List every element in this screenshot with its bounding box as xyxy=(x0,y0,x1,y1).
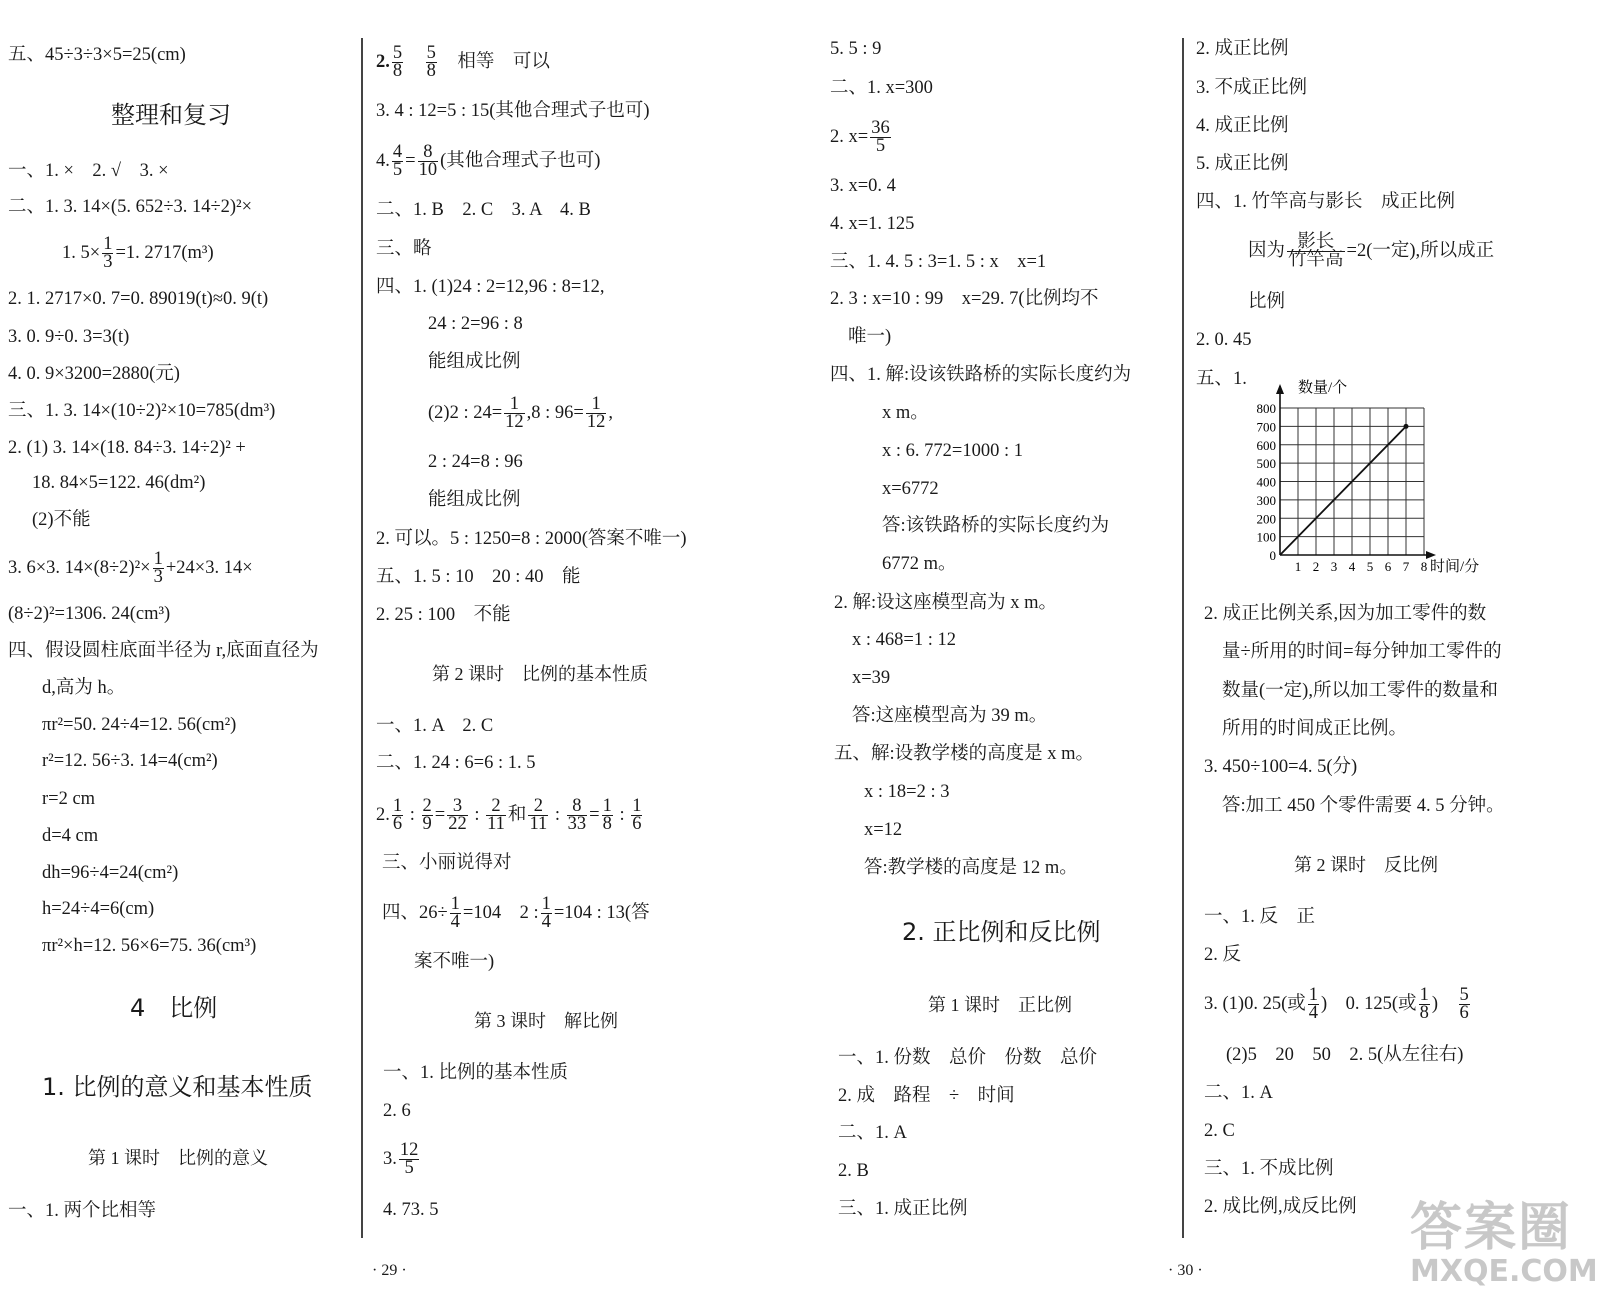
text-line: 三、1. 4. 5 : 3=1. 5 : x x=1 xyxy=(830,252,1047,272)
y-tick-label: 500 xyxy=(1256,456,1276,472)
fraction: $\frac{2}{9}$ xyxy=(422,796,432,835)
fraction: $\frac{1}{3}$ xyxy=(103,234,113,273)
text-line: 三、1. 成正比例 xyxy=(838,1199,968,1219)
fraction: $\frac{8}{33}$ xyxy=(567,796,587,835)
text-line: 4. $\frac{4}{5}$ = $\frac{8}{10}$ (其他合理式子也可) xyxy=(376,142,601,181)
text-line: 2. 成正比例 xyxy=(1196,39,1289,59)
fraction: $\frac{5}{6}$ xyxy=(1459,985,1469,1024)
text-line: 答:该铁路桥的实际长度约为 xyxy=(882,516,1110,536)
text-line: 2. $\frac{1}{6}$ : $\frac{2}{9}$ = $\frac{3}{22}$ : $\frac{2}{11}$ 和 $\frac{2}{11}$ : $\frac{8}{33}$ = $\frac{1}{8}$ : $\frac{1}{6}$ xyxy=(376,796,642,835)
text-line: 四、假设圆柱底面半径为 r,底面直径为 xyxy=(8,641,319,661)
text-line: πr²×h=12. 56×6=75. 36(cm³) xyxy=(42,936,257,956)
x-axis-label: 时间/分 xyxy=(1430,559,1480,575)
text-line: 五、45÷3÷3×5=25(cm) xyxy=(8,45,186,65)
watermark-logo xyxy=(1410,1198,1598,1300)
fraction: $\frac{36}{5}$ xyxy=(871,118,890,157)
fraction: $\frac{1}{6}$ xyxy=(632,796,642,835)
text-line: 答:教学楼的高度是 12 m。 xyxy=(864,858,1078,878)
text-line: r=2 cm xyxy=(42,789,96,809)
text-line: 4. 73. 5 xyxy=(383,1200,439,1220)
text-line: 答:加工 450 个零件需要 4. 5 分钟。 xyxy=(1222,796,1505,816)
fraction: $\frac{1}{6}$ xyxy=(392,796,403,835)
text-line: 18. 84×5=122. 46(dm²) xyxy=(32,473,206,493)
text-line: (2)2 : 24= $\frac{1}{12}$ ,8 : 96= $\frac{1}{12}$ , xyxy=(428,394,613,433)
text-line: x : 468=1 : 12 xyxy=(852,630,956,650)
section-heading: 1. 比例的意义和基本性质 xyxy=(42,1073,313,1101)
text-line: 3. 6×3. 14×(8÷2)²× $\frac{1}{3}$ +24×3. 14× xyxy=(8,549,253,588)
text-line: 四、26÷ $\frac{1}{4}$ =104 2 : $\frac{1}{4}$ =104 : 13(答 xyxy=(382,894,650,933)
section-heading: 整理和复习 xyxy=(111,101,231,129)
x-tick-label: 2 xyxy=(1312,559,1320,574)
x-tick-label: 6 xyxy=(1384,559,1392,574)
y-tick-label: 0 xyxy=(1269,548,1276,563)
fraction: $\frac{1}{8}$ xyxy=(602,796,612,835)
fraction: $\frac{5}{8}$ xyxy=(426,43,436,82)
fraction: $\frac{1}{4}$ xyxy=(1308,985,1318,1024)
y-tick-label: 100 xyxy=(1256,529,1276,545)
y-tick-label: 200 xyxy=(1256,511,1276,527)
text-line: 案不唯一) xyxy=(414,952,495,972)
text-line: 能组成比例 xyxy=(428,352,521,372)
x-tick-label: 5 xyxy=(1366,559,1374,574)
text-line: 二、1. B 2. C 3. A 4. B xyxy=(376,200,591,220)
line-chart xyxy=(1238,372,1498,582)
text-line: 数量(一定),所以加工零件的数量和 xyxy=(1222,681,1498,701)
text-line: x=12 xyxy=(864,820,903,840)
text-line: 2. 25 : 100 不能 xyxy=(376,605,511,625)
text-line: 答:这座模型高为 39 m。 xyxy=(852,706,1048,726)
text-line: (8÷2)²=1306. 24(cm³) xyxy=(8,604,171,624)
fraction: $\frac{5}{8}$ xyxy=(392,43,403,82)
fraction: $\frac{1}{3}$ xyxy=(153,549,163,588)
text-line: h=24÷4=6(cm) xyxy=(42,899,155,919)
text-line: 五、解:设教学楼的高度是 x m。 xyxy=(834,744,1095,764)
text-line: 2. 可以。5 : 1250=8 : 2000(答案不唯一) xyxy=(376,529,687,549)
section-heading: 2. 正比例和反比例 xyxy=(902,918,1101,946)
text-line: 24 : 2=96 : 8 xyxy=(428,314,523,334)
text-line: r²=12. 56÷3. 14=4(cm²) xyxy=(42,751,218,771)
text-line: 4. 0. 9×3200=2880(元) xyxy=(8,364,180,384)
fraction: $\frac{1}{12}$ xyxy=(505,394,524,433)
x-axis-arrow xyxy=(1426,551,1436,559)
page-number: · 29 · xyxy=(372,1262,407,1279)
x-tick-label: 1 xyxy=(1294,559,1302,574)
text-line: 2. B xyxy=(838,1161,869,1181)
text-line: 2. 1. 2717×0. 7=0. 89019(t)≈0. 9(t) xyxy=(8,289,269,309)
fraction: $\frac{2}{11}$ xyxy=(487,796,505,835)
text-line: x=6772 xyxy=(882,479,939,499)
lesson-heading: 第 1 课时 正比例 xyxy=(928,995,1072,1015)
data-point xyxy=(1404,424,1409,429)
x-tick-label: 8 xyxy=(1420,559,1428,574)
text-line: 1. 5× $\frac{1}{3}$ =1. 2717(m³) xyxy=(62,234,214,273)
page-number: · 30 · xyxy=(1168,1262,1203,1279)
column-divider xyxy=(361,38,363,1238)
text-line: 一、1. 两个比相等 xyxy=(8,1201,157,1221)
column-divider xyxy=(1182,38,1184,1238)
text-line: 三、小丽说得对 xyxy=(382,853,512,873)
text-line: 2. $\frac{5}{8}$ $\frac{5}{8}$ 相等 可以 xyxy=(376,43,550,82)
y-tick-label: 300 xyxy=(1256,492,1276,508)
text-line: 4. 成正比例 xyxy=(1196,116,1289,136)
text-line: x : 18=2 : 3 xyxy=(864,782,950,802)
fraction: $\frac{1}{4}$ xyxy=(450,894,460,933)
y-tick-label: 400 xyxy=(1256,474,1276,490)
text-line: 所用的时间成正比例。 xyxy=(1222,719,1408,739)
text-line: 五、1. xyxy=(1196,369,1247,389)
text-line: 三、1. 3. 14×(10÷2)²×10=785(dm³) xyxy=(8,401,276,421)
text-line: 四、1. 竹竿高与影长 成正比例 xyxy=(1196,192,1456,212)
watermark-url: MXQE.COM xyxy=(1410,1254,1598,1289)
x-tick-label: 4 xyxy=(1348,559,1356,574)
text-line: 2. 3 : x=10 : 99 x=29. 7(比例均不 xyxy=(830,289,1099,309)
text-line: 唯一) xyxy=(848,327,892,347)
fraction: $\frac{8}{10}$ xyxy=(418,142,438,181)
fraction: $\frac{3}{22}$ xyxy=(448,796,467,835)
text-line: 一、1. 份数 总价 份数 总价 xyxy=(838,1048,1098,1068)
text-line: x m。 xyxy=(882,403,929,423)
lesson-heading: 第 3 课时 解比例 xyxy=(474,1011,618,1031)
lesson-heading: 第 2 课时 反比例 xyxy=(1294,855,1438,875)
text-line: 2. (1) 3. 14×(18. 84÷3. 14÷2)² + xyxy=(8,438,246,458)
text-line: 二、1. A xyxy=(838,1123,907,1143)
x-tick-label: 7 xyxy=(1402,559,1410,574)
text-line: 2. 6 xyxy=(383,1101,411,1121)
text-line: 3. 450÷100=4. 5(分) xyxy=(1204,757,1358,777)
y-axis-arrow xyxy=(1276,384,1284,394)
text-line: 3. $\frac{12}{5}$ xyxy=(383,1140,419,1179)
text-line: 量÷所用的时间=每分钟加工零件的 xyxy=(1222,642,1502,662)
fraction: $\frac{4}{5}$ xyxy=(392,142,403,181)
text-line: d,高为 h。 xyxy=(42,678,126,698)
watermark-text: 答案圈 xyxy=(1410,1198,1573,1258)
text-line: 二、1. 3. 14×(5. 652÷3. 14÷2)²× xyxy=(8,197,253,217)
text-line: 3. 0. 9÷0. 3=3(t) xyxy=(8,327,130,347)
text-line: 二、1. A xyxy=(1204,1083,1273,1103)
text-line: 2. 反 xyxy=(1204,945,1242,965)
text-line: 2. 成 路程 ÷ 时间 xyxy=(838,1086,1015,1106)
y-tick-label: 800 xyxy=(1256,401,1276,416)
text-line: 一、1. A 2. C xyxy=(376,716,494,736)
y-axis-label: 数量/个 xyxy=(1298,380,1348,396)
series-line xyxy=(1280,426,1406,555)
text-line: 3. (1)0. 25(或 $\frac{1}{4}$ ) 0. 125(或 $\frac{1}{8}$ ) $\frac{5}{6}$ xyxy=(1204,985,1469,1024)
chart-ticks xyxy=(1257,401,1428,574)
fraction: $\frac{\text{影长}}{\text{竹竿高}}$ xyxy=(1288,232,1344,271)
text-line: 3. 4 : 12=5 : 15(其他合理式子也可) xyxy=(376,101,650,121)
text-line: 2. 成正比例关系,因为加工零件的数 xyxy=(1204,604,1487,624)
text-line: 四、1. 解:设该铁路桥的实际长度约为 xyxy=(830,365,1132,385)
text-line: (2)5 20 50 2. 5(从左往右) xyxy=(1226,1045,1464,1065)
text-line: 2. 成比例,成反比例 xyxy=(1204,1197,1357,1217)
y-tick-label: 700 xyxy=(1256,419,1276,435)
text-line: πr²=50. 24÷4=12. 56(cm²) xyxy=(42,715,237,735)
fraction: $\frac{1}{8}$ xyxy=(1419,985,1429,1024)
text-line: 4. x=1. 125 xyxy=(830,214,915,234)
text-line: 一、1. × 2. √ 3. × xyxy=(8,161,169,181)
text-line: 5. 5 : 9 xyxy=(830,39,882,59)
text-line: 一、1. 比例的基本性质 xyxy=(383,1063,569,1083)
text-line: 3. 不成正比例 xyxy=(1196,78,1308,98)
text-line: 能组成比例 xyxy=(428,490,521,510)
text-line: 五、1. 5 : 10 20 : 40 能 xyxy=(376,567,581,587)
text-line: (2)不能 xyxy=(32,510,91,530)
text-line: 二、1. 24 : 6=6 : 1. 5 xyxy=(376,753,536,773)
text-line: dh=96÷4=24(cm²) xyxy=(42,863,179,883)
text-line: 四、1. (1)24 : 2=12,96 : 8=12, xyxy=(376,277,605,297)
lesson-heading: 第 2 课时 比例的基本性质 xyxy=(432,664,648,684)
lesson-heading: 第 1 课时 比例的意义 xyxy=(88,1148,268,1168)
text-line: d=4 cm xyxy=(42,826,99,846)
text-line: 6772 m。 xyxy=(882,554,957,574)
chart-series xyxy=(1280,424,1409,555)
text-line: 比例 xyxy=(1248,292,1286,312)
text-line: 因为 $\frac{\text{影长}}{\text{竹竿高}}$ =2(一定),所以成正 xyxy=(1248,232,1495,271)
fraction: $\frac{2}{11}$ xyxy=(529,796,548,835)
text-line: x : 6. 772=1000 : 1 xyxy=(882,441,1023,461)
text-line: 二、1. x=300 xyxy=(830,78,933,98)
text-line: 三、略 xyxy=(376,239,432,259)
x-tick-label: 3 xyxy=(1330,559,1338,574)
text-line: 一、1. 反 正 xyxy=(1204,907,1316,927)
text-line: 三、1. 不成比例 xyxy=(1204,1159,1334,1179)
text-line: 5. 成正比例 xyxy=(1196,154,1289,174)
chapter-heading: 4 比例 xyxy=(130,994,218,1022)
text-line: 2. 解:设这座模型高为 x m。 xyxy=(834,593,1058,613)
y-tick-label: 600 xyxy=(1256,437,1276,453)
text-line: 2. C xyxy=(1204,1121,1235,1141)
chart-axes xyxy=(1276,384,1436,559)
text-line: x=39 xyxy=(852,668,891,688)
fraction: $\frac{1}{12}$ xyxy=(586,394,606,433)
fraction: $\frac{1}{4}$ xyxy=(541,894,551,933)
text-line: 2. 0. 45 xyxy=(1196,330,1252,350)
fraction: $\frac{12}{5}$ xyxy=(399,1140,419,1179)
text-line: 2. x= $\frac{36}{5}$ xyxy=(830,118,890,157)
text-line: 2 : 24=8 : 96 xyxy=(428,452,523,472)
text-line: 3. x=0. 4 xyxy=(830,176,896,196)
